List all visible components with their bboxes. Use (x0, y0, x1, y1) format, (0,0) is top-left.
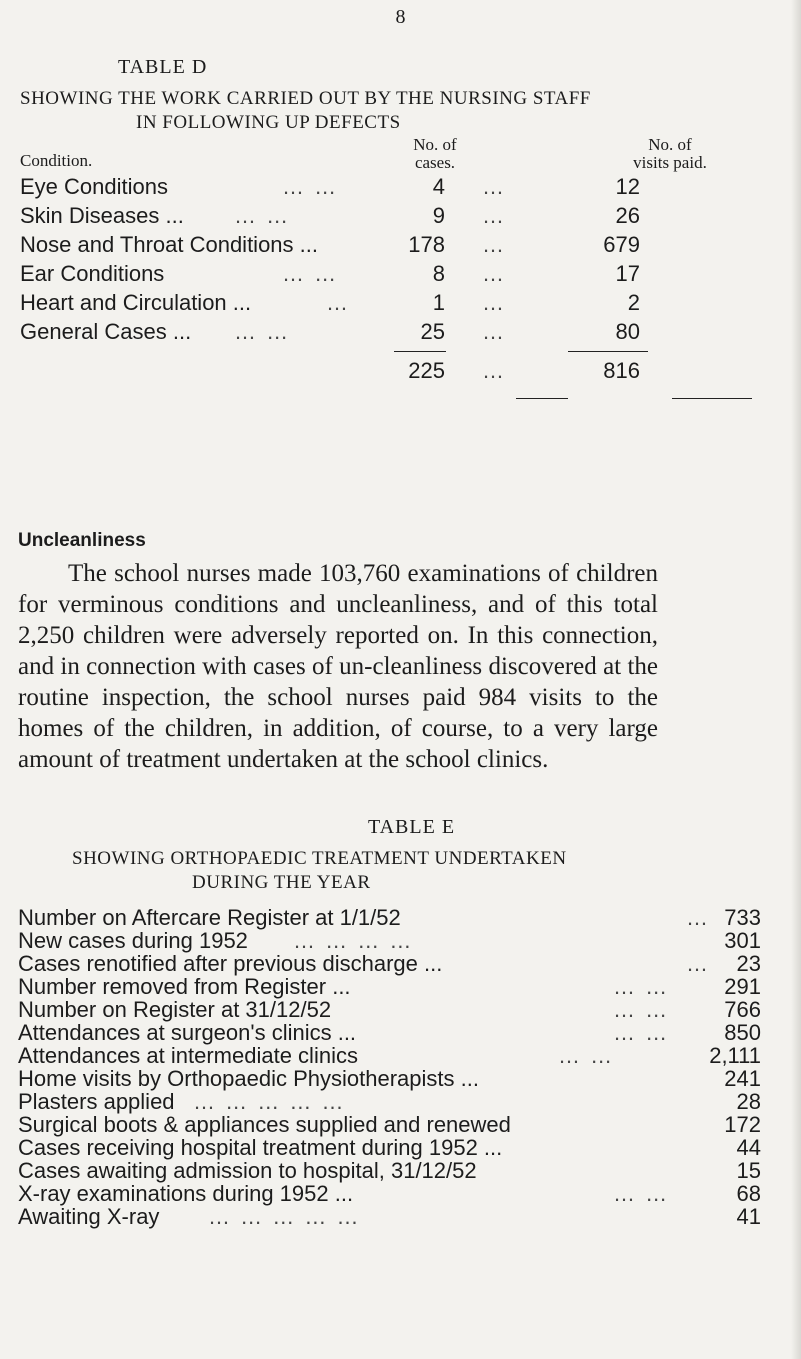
table-row (20, 232, 740, 260)
leader-dots: … … (234, 203, 291, 228)
cases-value: 9 (432, 203, 445, 228)
item-label: Awaiting X-ray (18, 1204, 160, 1229)
condition-label: Heart and Circulation ... (20, 290, 252, 315)
list-item (18, 1112, 763, 1136)
leader-dots: … (482, 290, 506, 315)
leader-dots: … (326, 290, 350, 315)
condition-label: General Cases ... (20, 319, 192, 344)
cases-value: 1 (432, 290, 445, 315)
leader-dots: … … (558, 1043, 615, 1068)
leader-dots: … … (613, 1020, 670, 1045)
col-visits-header (595, 136, 745, 172)
item-label: Plasters applied (18, 1089, 175, 1114)
col-visits-header-line2: visits paid. (633, 153, 707, 172)
total-visits-value: 816 (603, 358, 640, 383)
leader-dots: … (686, 905, 710, 930)
condition-label: Nose and Throat Conditions ... (20, 232, 318, 257)
visits-value: 17 (615, 261, 640, 286)
item-value: 2,111 (709, 1043, 761, 1068)
leader-dots: … … (613, 974, 670, 999)
item-value: 28 (736, 1089, 761, 1114)
total-cases-value: 225 (408, 358, 445, 383)
uncleanliness-paragraph: The school nurses made 103,760 examinations of children for verminous conditions and uncleanliness, and of this total 2,250 children were adversely reported on. In this connection, and in connection with cases of un-cleanliness discovered at the routine inspection, the school nurses paid 984 visits to the homes of the children, in addition, of course, to a very large amount of treatment undertaken at the school clinics. (18, 560, 658, 773)
leader-dots: … (482, 358, 506, 383)
item-value: 291 (724, 974, 761, 999)
item-label: Number on Aftercare Register at 1/1/52 (18, 905, 401, 930)
cases-value: 8 (432, 261, 445, 286)
item-label: Number on Register at 31/12/52 (18, 997, 332, 1022)
col-cases-header (385, 136, 485, 172)
list-item (18, 997, 763, 1021)
table-d-subtitle-2: IN FOLLOWING UP DEFECTS (136, 112, 401, 133)
visits-value: 12 (615, 174, 640, 199)
list-item (18, 951, 763, 975)
table-d-subtitle-1: SHOWING THE WORK CARRIED OUT BY THE NURSING STAFF (20, 88, 591, 109)
leader-dots: … (482, 174, 506, 199)
item-value: 733 (724, 905, 761, 930)
visits-total-rule-top (568, 351, 648, 352)
leader-dots: … (482, 319, 506, 344)
page-number: 8 (395, 6, 406, 28)
visits-value: 679 (603, 232, 640, 257)
leader-dots: … … … … … (193, 1089, 346, 1114)
leader-dots: … … (613, 997, 670, 1022)
leader-dots: … … (282, 174, 339, 199)
item-value: 23 (736, 951, 761, 976)
visits-total-rule-bottom (672, 398, 752, 399)
condition-label: Eye Conditions (20, 174, 168, 199)
condition-label: Ear Conditions (20, 261, 165, 286)
item-label: Home visits by Orthopaedic Physiotherapists ... (18, 1066, 479, 1091)
item-label: Cases renotified after previous discharge ... (18, 951, 443, 976)
list-item (18, 1043, 763, 1067)
list-item (18, 1066, 763, 1090)
item-value: 15 (736, 1158, 761, 1183)
visits-value: 26 (615, 203, 640, 228)
table-row (20, 290, 740, 318)
cases-value: 4 (432, 174, 445, 199)
cases-value: 25 (420, 319, 445, 344)
totals-row (20, 358, 740, 386)
leader-dots: … … (282, 261, 339, 286)
item-value: 172 (724, 1112, 761, 1137)
item-value: 241 (724, 1066, 761, 1091)
list-item (18, 1135, 763, 1159)
item-label: X-ray examinations during 1952 ... (18, 1181, 354, 1206)
leader-dots: … (482, 232, 506, 257)
item-label: Cases receiving hospital treatment during 1952 ... (18, 1135, 503, 1160)
col-cases-header-line2: cases. (414, 153, 456, 172)
list-item (18, 1020, 763, 1044)
item-value: 850 (724, 1020, 761, 1045)
leader-dots: … (482, 261, 506, 286)
condition-label: Skin Diseases ... (20, 203, 184, 228)
list-item (18, 1089, 763, 1113)
item-label: Attendances at intermediate clinics (18, 1043, 358, 1068)
table-d-title: TABLE D (118, 56, 208, 78)
table-e-title: TABLE E (368, 816, 456, 838)
cases-total-rule-bottom (516, 398, 568, 399)
item-value: 301 (724, 928, 761, 953)
list-item (18, 1158, 763, 1182)
uncleanliness-heading: Uncleanliness (18, 530, 146, 551)
item-label: New cases during 1952 (18, 928, 248, 953)
cases-total-rule-top (394, 351, 446, 352)
item-label: Cases awaiting admission to hospital, 31/12/52 (18, 1158, 477, 1183)
list-item (18, 1204, 763, 1228)
item-value: 766 (724, 997, 761, 1022)
table-row (20, 203, 740, 231)
col-condition-header: Condition. (20, 151, 93, 170)
list-item (18, 905, 763, 929)
table-row (20, 174, 740, 202)
leader-dots: … … … … … (208, 1204, 361, 1229)
item-value: 44 (736, 1135, 761, 1160)
item-label: Surgical boots & appliances supplied and renewed (18, 1112, 511, 1137)
list-item (18, 1181, 763, 1205)
list-item (18, 974, 763, 998)
leader-dots: … (482, 203, 506, 228)
table-row (20, 319, 740, 347)
visits-value: 2 (627, 290, 640, 315)
leader-dots: … (686, 951, 710, 976)
item-label: Number removed from Register ... (18, 974, 351, 999)
leader-dots: … … (234, 319, 291, 344)
item-label: Attendances at surgeon's clinics ... (18, 1020, 357, 1045)
table-e-subtitle-1: SHOWING ORTHOPAEDIC TREATMENT UNDERTAKEN (72, 848, 567, 869)
col-visits-header-line1: No. of (648, 135, 692, 154)
list-item (18, 928, 763, 952)
cases-value: 178 (408, 232, 445, 257)
item-value: 41 (736, 1204, 761, 1229)
leader-dots: … … … … (293, 928, 414, 953)
table-row (20, 261, 740, 289)
table-e-subtitle-2: DURING THE YEAR (192, 872, 371, 893)
scan-edge-shadow (791, 0, 801, 1359)
col-cases-header-line1: No. of (413, 135, 457, 154)
item-value: 68 (736, 1181, 761, 1206)
leader-dots: … … (613, 1181, 670, 1206)
visits-value: 80 (615, 319, 640, 344)
